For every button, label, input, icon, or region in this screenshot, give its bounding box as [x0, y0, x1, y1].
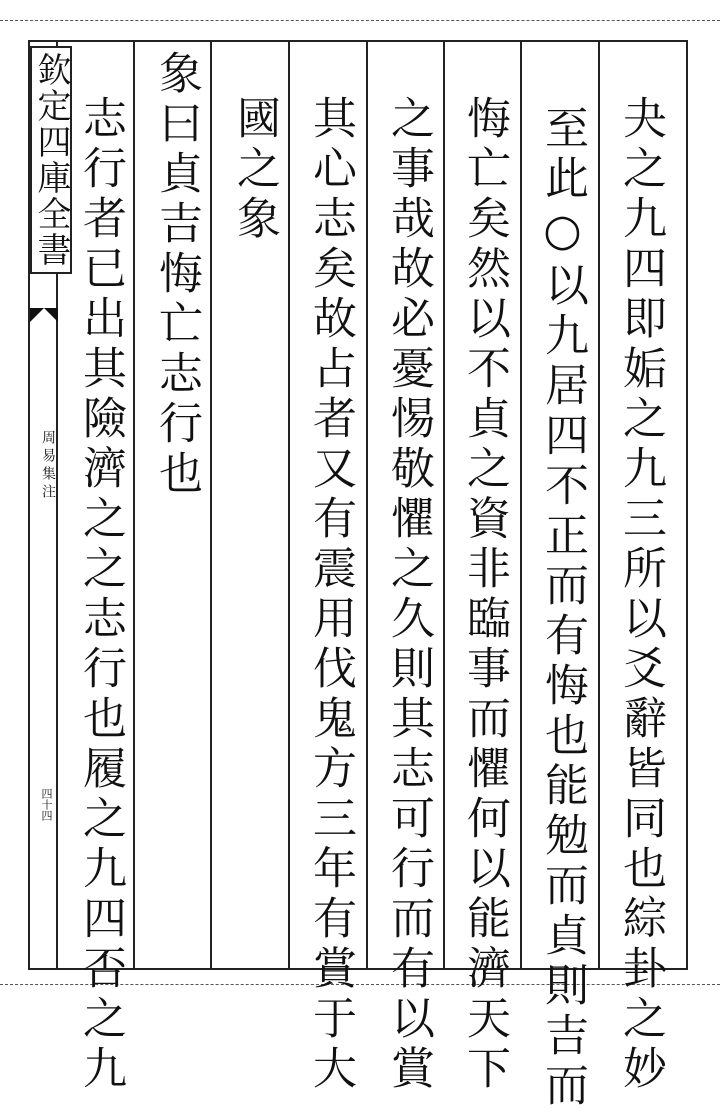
- margin-book-title: 周易集注: [40, 430, 56, 502]
- column-divider: [133, 40, 135, 970]
- text-column-2: 至此○以九居四不正而有悔也能勉而貞則吉而: [537, 105, 588, 1112]
- text-column-1: 夬之九四即姤之九三所以爻辭皆同也綜卦之妙: [615, 95, 666, 1095]
- text-column-8: 志行者已出其險濟之之志行也履之九四否之九: [75, 95, 126, 1095]
- margin-title: 欽定四庫全書: [30, 46, 72, 274]
- text-column-5: 其心志矣故占者又有震用伐鬼方三年有賞于大: [305, 95, 356, 1095]
- top-dashed-rule: [0, 20, 720, 21]
- text-column-3: 悔亡矣然以不貞之資非臨事而懼何以能濟天下: [459, 95, 510, 1095]
- column-divider: [288, 40, 290, 970]
- text-column-4: 之事哉故必憂惕敬懼之久則其志可行而有以賞: [383, 95, 434, 1095]
- column-divider: [210, 40, 212, 970]
- column-divider: [598, 40, 600, 970]
- page-frame: [28, 40, 688, 970]
- text-column-6: 國之象: [229, 95, 280, 245]
- column-divider: [366, 40, 368, 970]
- text-column-7: 象曰貞吉悔亡志行也: [151, 50, 202, 500]
- margin-page-number: 四十四: [40, 788, 53, 821]
- column-divider: [520, 40, 522, 970]
- column-divider: [443, 40, 445, 970]
- fishtail-mark-icon: [30, 308, 58, 322]
